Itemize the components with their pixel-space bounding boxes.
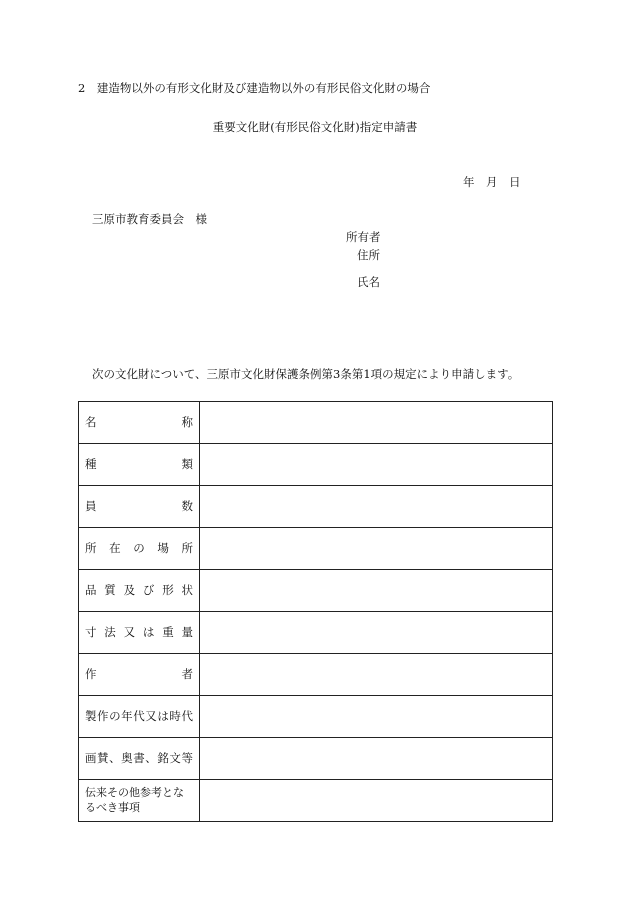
row-value-cell[interactable] xyxy=(200,570,553,612)
property-info-table xyxy=(78,401,553,822)
row-value-cell[interactable] xyxy=(200,696,553,738)
row-label: 品質及び形状 xyxy=(85,583,193,598)
row-label-cell xyxy=(79,612,200,654)
form-title: 重要文化財(有形民俗文化財)指定申請書 xyxy=(212,120,418,134)
table-row xyxy=(79,612,553,654)
section-heading: 2 建造物以外の有形文化財及び建造物以外の有形民俗文化財の場合 xyxy=(78,81,431,95)
request-text: 次の文化財について、三原市文化財保護条例第3条第1項の規定により申請します。 xyxy=(92,367,520,381)
row-label-cell xyxy=(79,738,200,780)
row-value-cell[interactable] xyxy=(200,528,553,570)
row-value-cell[interactable] xyxy=(200,612,553,654)
table-row xyxy=(79,486,553,528)
row-value-cell[interactable] xyxy=(200,402,553,444)
row-label: 種類 xyxy=(85,457,193,472)
row-label-cell xyxy=(79,654,200,696)
row-label: 伝来その他参考となるべき事項 xyxy=(85,785,184,814)
address-label: 住所 xyxy=(357,248,380,262)
row-label: 寸法又は重量 xyxy=(85,625,193,640)
table-row xyxy=(79,654,553,696)
row-label-cell xyxy=(79,402,200,444)
row-value-cell[interactable] xyxy=(200,780,553,822)
row-label: 所在の場所 xyxy=(85,541,193,556)
row-label: 名称 xyxy=(85,415,193,430)
row-label-cell xyxy=(79,528,200,570)
addressee: 三原市教育委員会 様 xyxy=(92,212,207,226)
row-value-cell[interactable] xyxy=(200,654,553,696)
row-value-cell[interactable] xyxy=(200,738,553,780)
row-value-cell[interactable] xyxy=(200,486,553,528)
row-label: 作者 xyxy=(85,667,193,682)
row-value-cell[interactable] xyxy=(200,444,553,486)
row-label-cell xyxy=(79,780,200,822)
date-line: 年 月 日 xyxy=(463,175,521,189)
table-row xyxy=(79,780,553,822)
name-label: 氏名 xyxy=(357,275,380,289)
row-label-cell xyxy=(79,444,200,486)
row-label-cell xyxy=(79,570,200,612)
row-label: 画賛、奥書、銘文等 xyxy=(85,751,193,766)
owner-label: 所有者 xyxy=(346,230,381,244)
row-label: 製作の年代又は時代 xyxy=(85,709,193,724)
table-row xyxy=(79,570,553,612)
table-row xyxy=(79,528,553,570)
table-row xyxy=(79,402,553,444)
row-label-cell xyxy=(79,696,200,738)
row-label-cell xyxy=(79,486,200,528)
table-row xyxy=(79,738,553,780)
table-row xyxy=(79,444,553,486)
table-row xyxy=(79,696,553,738)
row-label: 員数 xyxy=(85,499,193,514)
